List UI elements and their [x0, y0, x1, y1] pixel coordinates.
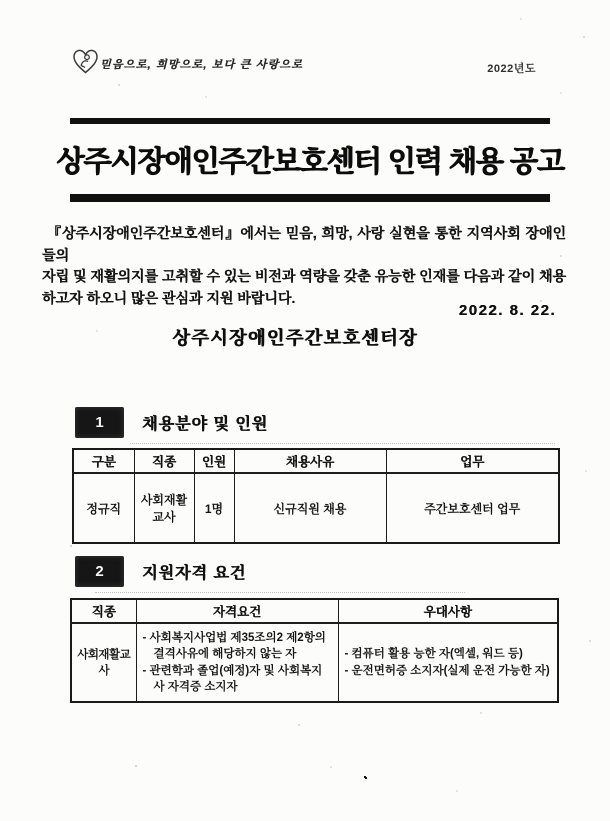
cell-employment-type: 정규직 — [73, 473, 134, 543]
scan-artifact-line — [130, 442, 555, 444]
recruitment-table — [72, 448, 560, 544]
signer-title: 상주시장애인주간보호센터장 — [172, 328, 418, 348]
cell-job-title: 사회재활교사 — [71, 623, 136, 702]
section-2-heading: 지원자격 요건 — [142, 565, 247, 582]
scan-artifact-line — [95, 591, 465, 593]
column-header: 구분 — [73, 449, 134, 473]
intro-line: 하고자 하오니 많은 관심과 지원 바랍니다. — [42, 289, 296, 306]
scan-noise-speckles — [0, 0, 2, 2]
preference-item: - 운전면허증 소지자(실제 운전 가능한 자) — [344, 665, 550, 677]
recruitment-data-row — [73, 473, 559, 543]
page-title: 상주시장애인주간보호센터 인력 채용 공고 — [56, 145, 564, 178]
preference-item: - 컴퓨터 활용 능한 자(엑셀, 워드 등) — [344, 648, 523, 660]
cell-hiring-reason: 신규직원 채용 — [234, 473, 386, 543]
banner-bottom-rule — [70, 194, 550, 202]
heart-person-logo-icon — [72, 47, 99, 83]
section-2-header — [75, 556, 246, 587]
cell-duty: 주간보호센터 업무 — [386, 473, 559, 543]
notice-date: 2022. 8. 22. — [458, 302, 556, 319]
title-banner — [56, 118, 564, 202]
column-header: 인원 — [194, 449, 234, 473]
column-header: 자격요건 — [136, 599, 338, 623]
column-header: 직종 — [134, 449, 194, 473]
section-2-number-badge: 2 — [75, 556, 124, 587]
column-header: 업무 — [386, 449, 559, 473]
intro-line: 자립 및 재활의지를 고취할 수 있는 비전과 역량을 갖춘 유능한 인재를 다음과 같이 채용 — [42, 268, 566, 284]
cell-headcount: 1명 — [194, 473, 234, 543]
qualification-table — [70, 598, 559, 703]
intro-paragraph — [42, 223, 566, 309]
qualification-data-row — [71, 623, 558, 702]
intro-line: 『상주시장애인주간보호센터』에서는 믿음, 희망, 사랑 실현을 통한 지역사회 장애인들의 — [42, 225, 566, 263]
slogan-text: 믿음으로, 희망으로, 보다 큰 사랑으로 — [100, 59, 303, 71]
requirement-item: - 사회복지사업법 제35조의2 제2항의 결격사유에 해당하지 않는 자 — [142, 632, 326, 660]
column-header: 직종 — [71, 599, 136, 623]
qualification-header-row — [71, 599, 558, 623]
cell-requirements — [136, 623, 338, 702]
column-header: 우대사항 — [338, 599, 558, 623]
cell-job-title: 사회재활교사 — [134, 473, 194, 543]
column-header: 채용사유 — [234, 449, 386, 473]
section-1-number-badge: 1 — [75, 407, 124, 438]
section-1-header — [75, 407, 268, 438]
cell-preferences — [338, 623, 558, 702]
year-label: 2022년도 — [487, 63, 536, 75]
recruitment-header-row — [73, 449, 559, 473]
section-1-heading: 채용분야 및 인원 — [142, 416, 269, 433]
requirement-item: - 관련학과 졸업(예정)자 및 사회복지사 자격증 소지자 — [142, 665, 323, 693]
